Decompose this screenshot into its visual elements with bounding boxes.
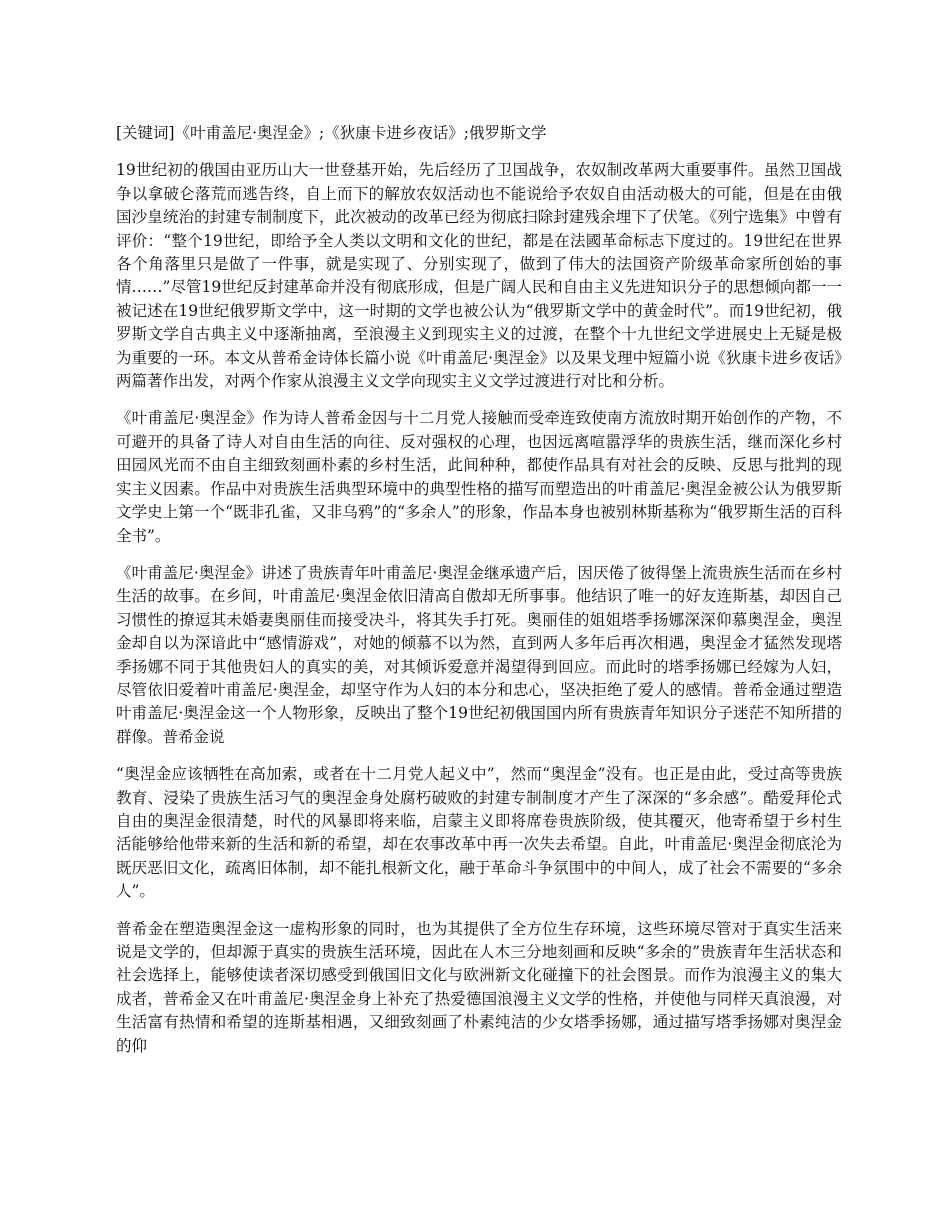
document-body [116,122,842,1072]
paragraph-superfluous-man: “奥涅金应该牺牲在高加索，或者在十二月党人起义中”，然而“奥涅金”没有。也正是由此，受过高等贵族教育、浸染了贵族生活习气的奥涅金身处腐朽破败的封建专制制度才产生了深深的“多余感”。酷爱拜伦式自由的奥涅金很清楚，时代的风暴即将来临，启蒙主义即将席卷贵族阶级，使其覆灭，他寄希望于乡村生活能够给他带来新的生活和新的希望，却在农事改革中再一次失去希望。自此，叶甫盖尼·奥涅金彻底沦为既厌恶旧文化，疏离旧体制，却不能扎根新文化，融于革命斗争氛围中的中间人，成了社会不需要的“多余人”。 [116,765,842,901]
keywords-line: [关键词]《叶甫盖尼·奥涅金》;《狄康卡进乡夜话》;俄罗斯文学 [116,124,547,142]
paragraph-environment: 普希金在塑造奥涅金这一虚构形象的同时，也为其提供了全方位生存环境，这些环境尽管对于真实生活来说是文学的，但却源于真实的贵族生活环境，因此在人木三分地刻画和反映“多余的”贵族青年生活状态和社会选择上，能够使读者深切感受到俄国旧文化与欧洲新文化碰撞下的社会图景。而作为浪漫主义的集大成者，普希金又在叶甫盖尼·奥涅金身上补充了热爱德国浪漫主义文学的性格，并使他与同样天真浪漫，对生活富有热情和希望的连斯基相遇，又细致刻画了朴素纯洁的少女塔季扬娜，通过描写塔季扬娜对奥涅金的仰 [116,919,842,1055]
paragraph-intro: 19世纪初的俄国由亚历山大一世登基开始，先后经历了卫国战争，农奴制改革两大重要事件。虽然卫国战争以拿破仑落荒而逃告终，自上而下的解放农奴活动也不能说给予农奴自由活动极大的可能，但是在由俄国沙皇统治的封建专制制度下，此次被动的改革已经为彻底扫除封建残余埋下了伏笔。《列宁选集》中曾有评价：“整个19世纪，即给予全人类以文明和文化的世纪，都是在法國革命标志下度过的。19世纪在世界各个角落里只是做了一件事，就是实现了、分别实现了，做到了伟大的法国资产阶级革命家所创始的事情……”尽管19世纪反封建革命并没有彻底形成，但是广阔人民和自由主义先进知识分子的思想倾向都一一被记述在19世纪俄罗斯文学中，这一时期的文学也被公认为“俄罗斯文学中的黄金时代”。而19世纪初，俄罗斯文学自古典主义中逐渐抽离，至浪漫主义到现实主义的过渡，在整个十九世纪文学进展史上无疑是极为重要的一环。本文从普希金诗体长篇小说《叶甫盖尼·奥涅金》以及果戈理中短篇小说《狄康卡进乡夜话》两篇著作出发，对两个作家从浪漫主义文学向现实主义文学过渡进行对比和分析。 [116,161,842,391]
paragraph-onegin-plot: 《叶甫盖尼·奥涅金》讲述了贵族青年叶甫盖尼·奥涅金继承遗产后，因厌倦了彼得堡上流贵族生活而在乡村生活的故事。在乡间，叶甫盖尼·奥涅金依旧清高自傲却无所事事。他结识了唯一的好友连斯基，却因自己习惯性的撩逗其未婚妻奥丽佳而接受决斗，将其失手打死。奥丽佳的姐姐塔季扬娜深深仰慕奥涅金，奥涅金却自以为深谙此中“感情游戏”，对她的倾慕不以为然，直到两人多年后再次相遇，奥涅金才猛然发现塔季扬娜不同于其他贵妇人的真实的美，对其倾诉爱意并渴望得到回应。而此时的塔季扬娜已经嫁为人妇，尽管依旧爱着叶甫盖尼·奥涅金，却坚守作为人妇的本分和忠心，坚决拒绝了爱人的感情。普希金通过塑造叶甫盖尼·奥涅金这一个人物形象，反映出了整个19世纪初俄国国内所有贵族青年知识分子迷茫不知所措的群像。普希金说 [116,563,842,746]
paragraph-onegin-creation: 《叶甫盖尼·奥涅金》作为诗人普希金因与十二月党人接触而受牵连致使南方流放时期开始创作的产物，不可避开的具备了诗人对自由生活的向往、反对强权的心理，也因远离喧嚣浮华的贵族生活，继而深化乡村田园风光而不由自主细致刻画朴素的乡村生活，此间种种，都使作品具有对社会的反映、反思与批判的现实主义因素。作品中对贵族生活典型环境中的典型性格的描写而塑造出的叶甫盖尼·奥涅金被公认为俄罗斯文学史上第一个“既非孔雀，又非乌鸦”的“多余人”的形象，作品本身也被别林斯基称为“俄罗斯生活的百科全书”。 [116,409,842,545]
